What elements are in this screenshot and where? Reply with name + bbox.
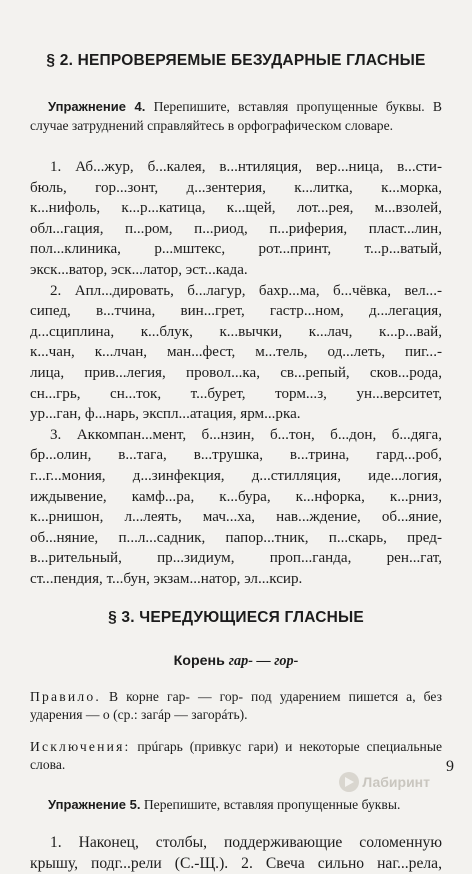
exercise-4-line: пол...клиника, р...мштекс, рот...принт, т...р...ватый,	[30, 241, 442, 258]
rule-label: Правило.	[30, 689, 101, 705]
section-2-heading: § 2. НЕПРОВЕРЯЕМЫЕ БЕЗУДАРНЫЕ ГЛАСНЫЕ	[46, 52, 426, 69]
labirint-watermark	[339, 772, 430, 792]
exercise-5-label: Упражнение 5.	[48, 797, 141, 813]
exercise-4-line: 3. Аккомпан...мент, б...нзин, б...тон, б...дон, б...дяга,	[50, 426, 442, 443]
exercise-4-body	[30, 157, 442, 589]
exercise-4-line: г...г...мония, д...зинфекция, д...стилляция, иде...логия,	[30, 467, 442, 484]
exercise-4-line: об...няние, п...л...садник, папор...тник, п...скарь, пред-	[30, 529, 442, 546]
exercise-4-line: бюль, гор...зонт, д...зентерия, к...литка, к...морка,	[30, 179, 442, 196]
exercise-4-line: к...нифоль, к...р...катица, к...щей, лот...рея, м...взолей,	[30, 200, 442, 217]
root-subheading	[30, 653, 442, 670]
exercise-5-instruction	[30, 796, 442, 814]
exercise-4-line: ст...пендия, т...бун, экзам...натор, эл...ксир.	[30, 570, 303, 587]
exercise-4-line: ур...ган, ф...нарь, экспл...атация, ярм...рка.	[30, 406, 301, 423]
exceptions-label: Исключения:	[30, 739, 131, 755]
section-3-heading: § 3. ЧЕРЕДУЮЩИЕСЯ ГЛАСНЫЕ	[108, 609, 364, 627]
exercise-4-line: в...рительный, пр...зидиум, проп...ганда, рен...гат,	[30, 550, 442, 567]
page-number: 9	[446, 758, 454, 775]
exercise-4-line: 2. Апл...дировать, б...лагур, бахр...ма, б...чёвка, вел...-	[50, 282, 442, 299]
exercise-5-line: крышу, подг...рели (С.-Щ.). 2. Свеча сильно наг...рела,	[30, 855, 442, 873]
exercise-4-line: д...сциплина, к...блук, к...вычки, к...лач, к...р...вай,	[30, 323, 442, 340]
exercise-4-line: 1. Аб...жур, б...калея, в...нтиляция, вер...ница, в...сти-	[50, 159, 442, 175]
exercise-4-line: иждывение, камф...ра, к...бура, к...нфорка, к...рниз,	[30, 488, 442, 505]
exercise-4-line: сн...грь, сн...ток, т...бурет, торм...з, ун...верситет,	[30, 385, 442, 402]
exercise-4-line: экск...ватор, эск...латор, эст...када.	[30, 261, 248, 278]
exercise-4-instruction	[30, 97, 442, 135]
rule-paragraph	[30, 688, 442, 724]
exercise-4-line: к...рнишон, л...леять, мач...ха, нав...ждение, об...яние,	[30, 509, 442, 526]
exercise-4-label: Упражнение 4.	[48, 99, 146, 114]
exercise-5-body	[30, 832, 442, 874]
exercise-5-line: 1. Наконец, столбы, поддерживающие соломенную	[50, 834, 442, 852]
root-subheading-prefix: Корень	[173, 653, 225, 670]
exercise-4-line: к...чан, к...лчан, ман...фест, м...тель, од...леть, пиг...-	[30, 344, 442, 361]
watermark-text: Лабиринт	[362, 774, 430, 790]
exercise-4-line: обл...гация, п...ром, п...риод, п...риферия, пласт...лин,	[30, 220, 442, 237]
root-subheading-root: гар- — гор-	[228, 653, 299, 670]
exercise-4-text: Перепишите, вставляя пропущенные буквы. В случае затруднений справляйтесь в орфографическом словаре.	[30, 99, 442, 133]
exercise-4-line: бр...олин, в...тага, в...трушка, в...трина, гард...роб,	[30, 447, 442, 464]
rule-text: В корне гар- — гор- под ударением пишется а, без ударения — о (ср.: загáр — загорáть).	[30, 689, 442, 723]
exercise-4-line: лица, прив...легия, провол...ка, св...репый, сков...рода,	[30, 364, 442, 381]
exercise-5-text: Перепишите, вставляя пропущенные буквы.	[143, 797, 401, 813]
play-icon	[339, 772, 359, 792]
exercise-4-line: сипед, в...тчина, вин...грет, гастр...ном, д...легация,	[30, 303, 442, 320]
exceptions-text: прúгарь (привкус гари) и некоторые специальные слова.	[30, 739, 442, 773]
exceptions-paragraph	[30, 738, 442, 774]
